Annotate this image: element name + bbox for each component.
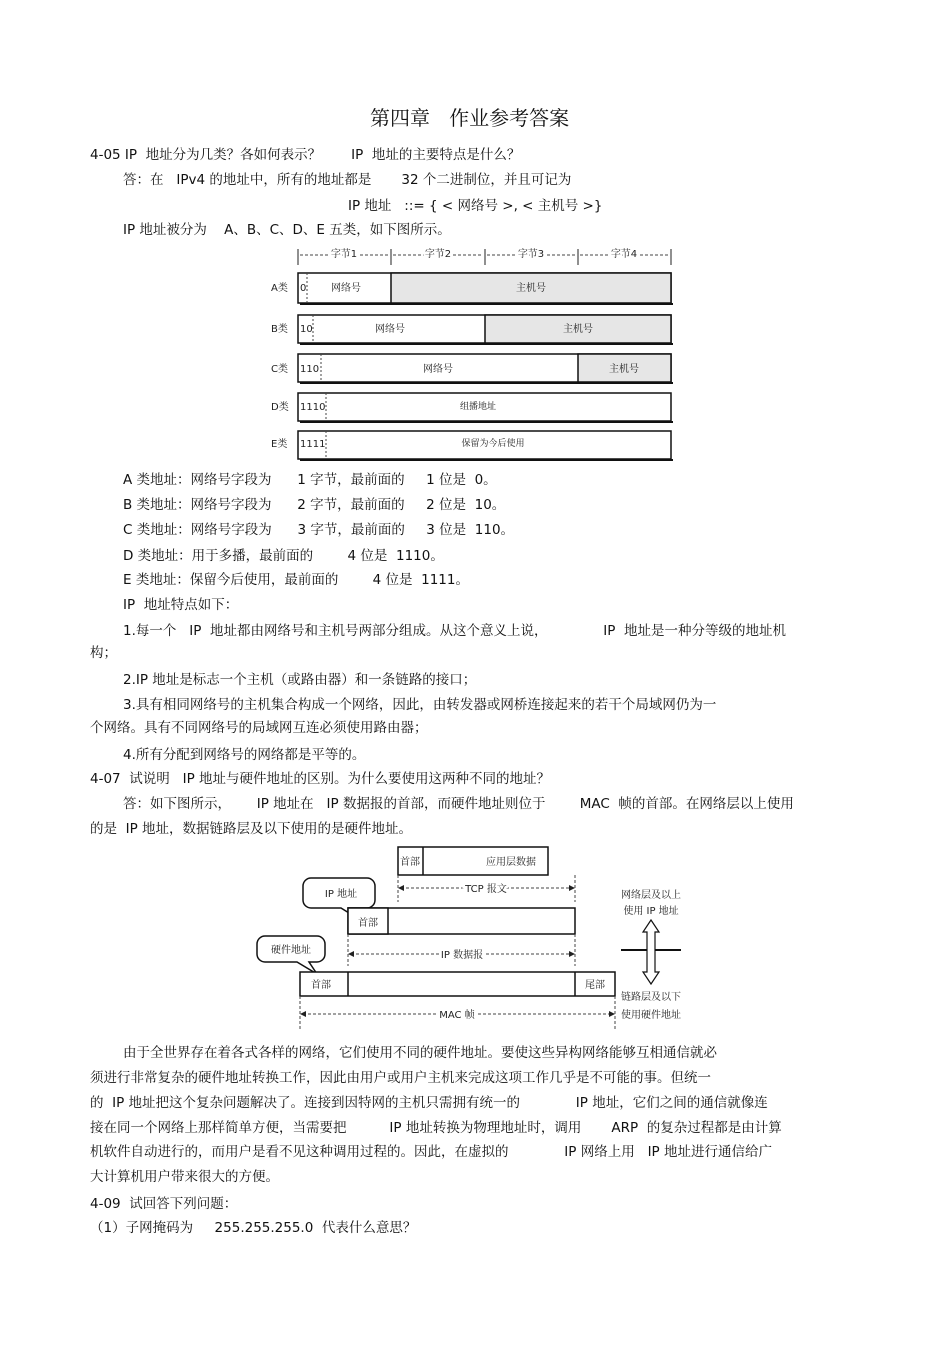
class-b-label: B类	[271, 324, 288, 335]
class-desc: A 类地址：网络号字段为 1 字节，最前面的 1 位是 0。	[123, 472, 497, 488]
tcp-header: 首部	[400, 857, 420, 868]
class-e-body: 保留为今后使用	[461, 439, 525, 449]
class-b-net: 网络号	[375, 324, 405, 335]
class-desc: B 类地址：网络号字段为 2 字节，最前面的 2 位是 10。	[123, 497, 506, 513]
mac-header: 首部	[311, 980, 331, 991]
feature-item: 4.所有分配到网络号的网络都是平等的。	[123, 747, 366, 763]
class-desc: D 类地址：用于多播，最前面的 4 位是 1110。	[123, 548, 444, 564]
class-d-label: D类	[271, 402, 289, 413]
class-a-label: A类	[271, 283, 288, 294]
class-c-prefix: 110	[300, 364, 320, 375]
ip-class-figure	[268, 243, 678, 465]
answer-line: IP 地址被分为 A、B、C、D、E 五类，如下图所示。	[123, 222, 451, 238]
paragraph-line: 机软件自动进行的，而用户是看不见这种调用过程的。因此，在虚拟的 IP 网络上用 IP 地址进行通信给广	[90, 1144, 772, 1160]
paragraph-line: 的 IP 地址把这个复杂问题解决了。连接到因特网的主机只需拥有统一的 IP 地址，它们之间的通信就像连	[90, 1095, 768, 1111]
paragraph-line: 须进行非常复杂的硬件地址转换工作，因此由用户或用户主机来完成这项工作几乎是不可能的事。但统一	[90, 1070, 711, 1086]
answer-line: 答：在 IPv4 的地址中，所有的地址都是 32 个二进制位，并且可记为	[123, 172, 572, 188]
question-4-05: 4-05 IP 地址分为几类？各如何表示？ IP 地址的主要特点是什么？	[90, 147, 521, 163]
ip-datagram-label: IP 数据报	[440, 950, 484, 961]
class-c-label: C类	[271, 364, 288, 375]
class-a-host: 主机号	[516, 283, 546, 294]
hardware-address-callout: 硬件地址	[271, 945, 311, 956]
sub-question: （1）子网掩码为 255.255.255.0 代表什么意思？	[90, 1220, 417, 1236]
byte-label: 字节4	[610, 249, 638, 260]
class-d-prefix: 1110	[300, 402, 326, 413]
address-layer-figure	[253, 842, 693, 1038]
class-d-body: 组播地址	[459, 402, 497, 412]
byte-label: 字节1	[330, 249, 358, 260]
class-desc: C 类地址：网络号字段为 3 字节，最前面的 3 位是 110。	[123, 522, 515, 538]
paragraph-line: 由于全世界存在着各式各样的网络，它们使用不同的硬件地址。要使这些异构网络能够互相通信就必	[123, 1045, 717, 1061]
ip-address-callout: IP 地址	[324, 889, 358, 900]
feature-item: 1.每一个 IP 地址都由网络号和主机号两部分组成。从这个意义上说， IP 地址是一种分等级的地址机	[123, 623, 786, 639]
page-title: 第四章 作业参考答案	[370, 106, 570, 130]
app-data: 应用层数据	[486, 857, 536, 868]
class-e-prefix: 1111	[300, 439, 326, 450]
feature-item: 构；	[90, 645, 117, 661]
feature-item: 3.具有相同网络号的主机集合构成一个网络，因此，由转发器或网桥连接起来的若干个局域网仍为一	[123, 697, 717, 713]
tcp-segment-label: TCP 报文	[465, 884, 507, 895]
question-4-09: 4-09 试回答下列问题：	[90, 1196, 238, 1212]
class-a-net: 网络号	[331, 283, 361, 294]
class-a-prefix: 0	[300, 283, 307, 294]
mac-frame-label: MAC 帧	[439, 1010, 475, 1021]
class-c-host: 主机号	[609, 364, 639, 375]
question-4-07: 4-07 试说明 IP 地址与硬件地址的区别。为什么要使用这两种不同的地址？	[90, 771, 551, 787]
class-b-host: 主机号	[563, 324, 593, 335]
ip-header: 首部	[358, 918, 378, 929]
byte-label: 字节3	[517, 249, 545, 260]
feature-item: 个网络。具有不同网络号的局域网互连必须使用路由器；	[90, 720, 428, 736]
class-b-prefix: 10	[300, 324, 313, 335]
class-desc: E 类地址：保留今后使用，最前面的 4 位是 1111。	[123, 572, 469, 588]
lower-layer-label: 使用硬件地址	[621, 1010, 681, 1021]
lower-layer-label: 链路层及以下	[621, 992, 681, 1003]
upper-layer-label: 网络层及以上	[621, 890, 681, 901]
features-heading: IP 地址特点如下：	[123, 597, 239, 613]
answer-line: 答：如下图所示， IP 地址在 IP 数据报的首部，而硬件地址则位于 MAC 帧的首部。在网络层以上使用	[123, 796, 794, 812]
formula-line: IP 地址 ::= { < 网络号 >, < 主机号 >}	[348, 198, 603, 214]
paragraph-line: 大计算机用户带来很大的方便。	[90, 1169, 279, 1185]
answer-line: 的是 IP 地址，数据链路层及以下使用的是硬件地址。	[90, 821, 412, 837]
class-e-label: E类	[271, 439, 288, 450]
feature-item: 2.IP 地址是标志一个主机（或路由器）和一条链路的接口；	[123, 672, 477, 688]
mac-tail: 尾部	[585, 980, 605, 991]
byte-label: 字节2	[424, 249, 452, 260]
paragraph-line: 接在同一个网络上那样简单方便，当需要把 IP 地址转换为物理地址时，调用 ARP 的复杂过程都是由计算	[90, 1120, 782, 1136]
upper-layer-label: 使用 IP 地址	[623, 906, 679, 917]
class-c-net: 网络号	[423, 364, 453, 375]
